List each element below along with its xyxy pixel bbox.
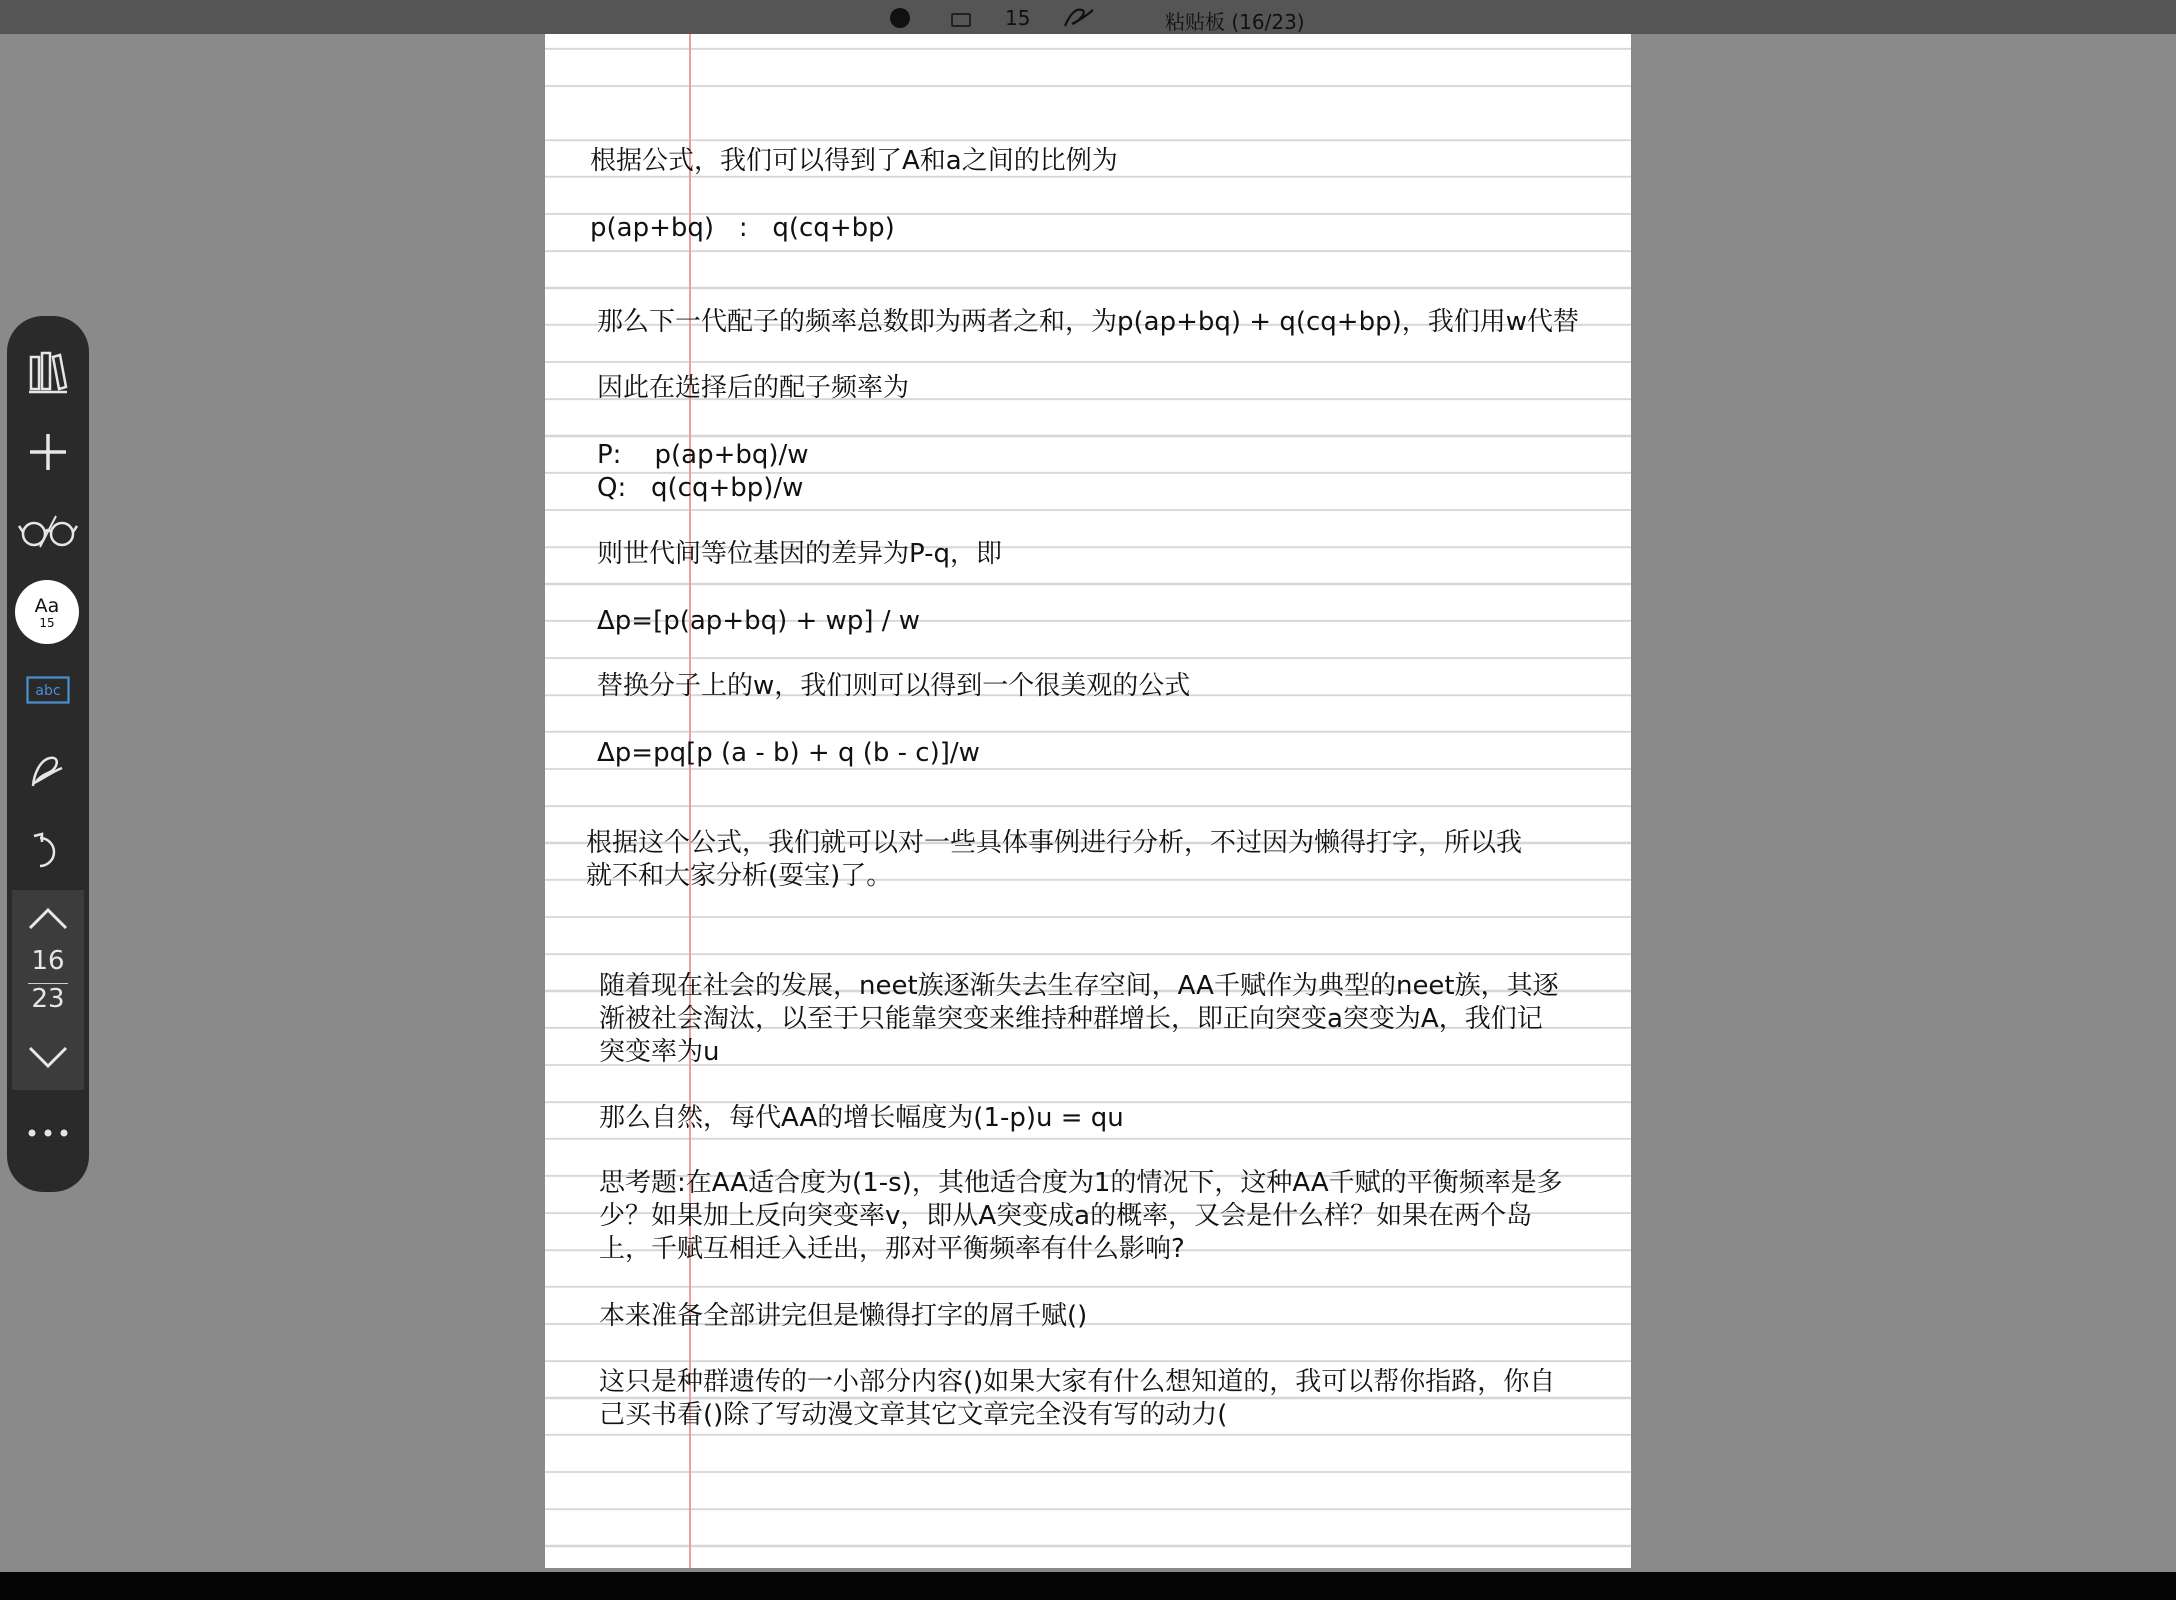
page-down-icon <box>28 1046 68 1074</box>
signature-button[interactable] <box>7 742 89 802</box>
notebook-page[interactable] <box>545 34 1631 1568</box>
library-button[interactable] <box>7 344 89 404</box>
text-line: 己买书看()除了写动漫文章其它文章完全没有写的动力( <box>599 1400 1228 1430</box>
text-line: 少？如果加上反向突变率v，即从A突变成a的概率，又会是什么样？如果在两个岛 <box>599 1201 1533 1231</box>
text-line: 本来准备全部讲完但是懒得打字的屑千赋() <box>599 1301 1088 1331</box>
text-line: 渐被社会淘汰，以至于只能靠突变来维持种群增长，即正向突变a突变为A，我们记 <box>599 1004 1543 1034</box>
font-size-value: 15 <box>39 615 55 630</box>
library-icon <box>28 349 68 399</box>
page-total: 23 <box>31 984 65 1014</box>
record-dot-icon <box>890 8 910 28</box>
text-line: 突变率为u <box>599 1037 720 1067</box>
add-button[interactable] <box>7 424 89 484</box>
toolbar-content <box>7 316 89 1192</box>
text-line: 随着现在社会的发展，neet族逐渐失去生存空间，AA千赋作为典型的neet族，其逐 <box>599 971 1559 1001</box>
more-button[interactable] <box>7 1102 89 1162</box>
font-button-label: Aa <box>34 594 60 617</box>
margin-line <box>689 34 691 1568</box>
text-line: 那么下一代配子的频率总数即为两者之和，为p(ap+bq) + q(cq+bp)，我们用w代替 <box>597 307 1579 337</box>
reading-mode-button[interactable] <box>7 502 89 562</box>
document-title: 粘贴板 (16/23) <box>1165 10 1305 34</box>
bottom-bar <box>0 1572 2176 1600</box>
text-line: Q: q(cq+bp)/w <box>597 473 804 503</box>
text-line: 上，千赋互相迁入迁出，那对平衡频率有什么影响? <box>599 1234 1185 1264</box>
page-up-icon <box>28 906 68 934</box>
page-down-button[interactable] <box>7 1030 89 1090</box>
page-current: 16 <box>31 946 65 976</box>
text-box-icon <box>26 676 70 708</box>
text-line: p(ap+bq) : q(cq+bp) <box>590 213 895 243</box>
page-navigator <box>12 890 84 1090</box>
text-line: Δp=pq[p (a - b) + q (b - c)]/w <box>597 738 980 768</box>
keyboard-icon[interactable] <box>951 13 971 27</box>
signature-icon <box>28 750 68 794</box>
add-icon <box>28 432 68 476</box>
text-line: 思考题:在AA适合度为(1-s)，其他适合度为1的情况下，这种AA千赋的平衡频率是多 <box>599 1168 1563 1198</box>
text-line: 就不和大家分析(耍宝)了。 <box>586 861 893 891</box>
text-line: 根据这个公式，我们就可以对一些具体事例进行分析，不过因为懒得打字，所以我 <box>586 828 1523 858</box>
text-box-button[interactable] <box>7 662 89 722</box>
text-line: 因此在选择后的配子频率为 <box>597 373 910 403</box>
text-line: 则世代间等位基因的差异为P-q，即 <box>597 539 1002 569</box>
svg-text:abc: abc <box>35 683 61 699</box>
status-number: 15 <box>1005 6 1031 30</box>
text-line: 替换分子上的w，我们则可以得到一个很美观的公式 <box>597 671 1191 701</box>
undo-button[interactable] <box>7 822 89 882</box>
glasses-icon <box>18 510 78 554</box>
text-line: Δp=[p(ap+bq) + wp] / w <box>597 606 921 636</box>
font-size-button[interactable] <box>15 580 79 644</box>
page-up-button[interactable] <box>7 890 89 950</box>
text-line: 这只是种群遗传的一小部分内容()如果大家有什么想知道的，我可以帮你指路，你自 <box>599 1367 1556 1397</box>
more-icon <box>26 1123 70 1142</box>
status-bar <box>0 0 2176 34</box>
pen-icon[interactable] <box>1062 4 1096 34</box>
text-line: P: p(ap+bq)/w <box>597 440 809 470</box>
text-line: 根据公式，我们可以得到了A和a之间的比例为 <box>590 146 1118 176</box>
undo-icon <box>30 830 66 874</box>
text-line: 那么自然，每代AA的增长幅度为(1-p)u = qu <box>599 1103 1124 1133</box>
